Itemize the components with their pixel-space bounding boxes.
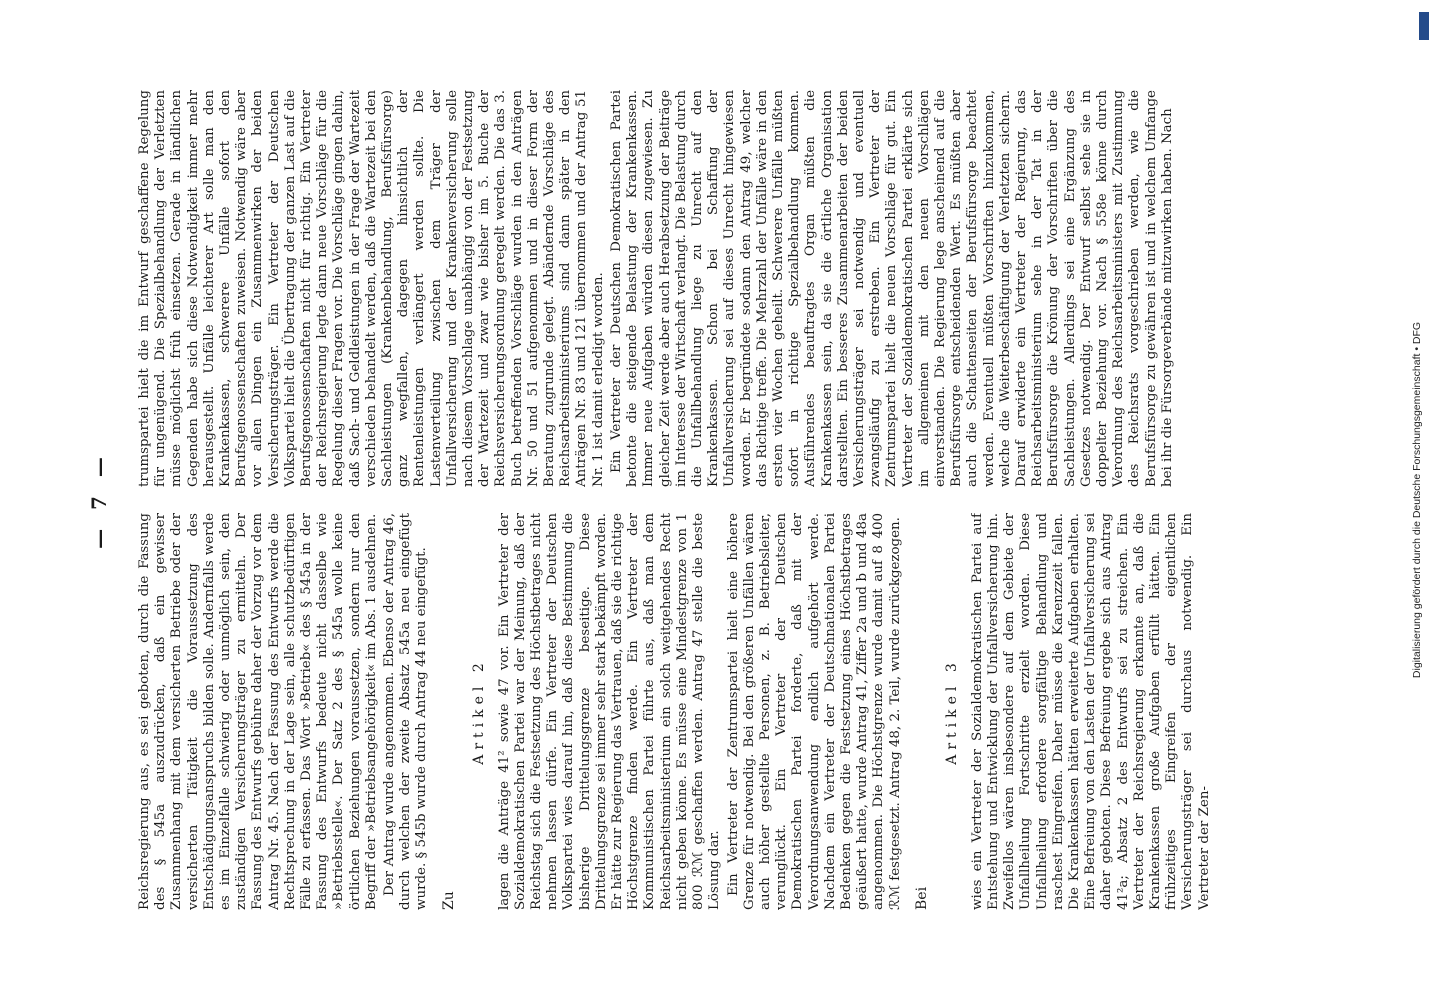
paragraph: trumspartei hielt die im Entwurf geschaffene Regelung für ungenügend. Die Spezialbehandlung der Verletzten müsse möglichst früh einsetzen. Gerade in ländlichen Gegenden habe sich diese Notwendigkeit immer mehr herausgestellt. Unfälle leichterer Art solle man den Krankenkassen, schwerere Unfälle sofort den Berufsgenossenschaften zuweisen. Notwendig wäre aber vor allen Dingen ein Zusammenwirken der beiden Versicherungsträger. Ein Vertreter der Deutschen Volkspartei hielt die Übertragung der ganzen Last auf die Berufsgenossenschaften nicht für richtig. Ein Vertreter der Reichsregierung legte dann neue Vorschläge für die Regelung dieser Fragen vor. Die Vorschläge gingen dahin, daß Sach- und Geldleistungen in der Frage der Wartezeit verschieden behandelt werden, daß die Wartezeit bei den Sachleistungen (Krankenbehandlung, Berufsfürsorge) ganz wegfallen, dagegen hinsichtlich der Rentenleistungen verlängert werden sollte. Die Lastenverteilung zwischen dem Träger der Unfallversicherung und der Krankenversicherung solle nach diesem Vorschlage unabhängig von der Festsetzung der Wartezeit und zwar wie bisher im 5. Buche der Reichsversicherungsordnung geregelt werden. Die das 3. Buch betreffenden Vorschläge wurden in den Anträgen Nr. 50 und 51 aufgenommen und in dieser Form der Beratung zugrunde gelegt. Abändernde Vorschläge des Reichsarbeitsministeriums sind dann später in den Anträgen Nr. 83 und 121 übernommen und der Antrag 51 Nr. 1 ist damit erledigt worden. bbox=[137, 90, 606, 487]
paragraph: Ein Vertreter der Zentrumspartei hielt eine höhere Grenze für notwendig. Bei den größeren Unfällen wären auch höher gestellte Personen, z. B. Betriebsleiter, verunglückt. Ein Vertreter der Deutschen Demokratischen Partei forderte, daß mit der Verordnungsanwendung endlich aufgehört werde. Nachdem ein Vertreter der Deutschnationalen Partei Bedenken gegen die Festsetzung eines Höchstbetrages geäußert hatte, wurde Antrag 41, Ziffer 2a und b und 48a angenommen. Die Höchstgrenze wurde damit auf 8 400 ℛℳ festgesetzt. Antrag 48, 2. Teil, wurde zurückgezogen. bbox=[725, 513, 903, 910]
document-page bbox=[67, 50, 1367, 950]
paragraph: lagen die Anträge 41² sowie 47 vor. Ein Vertreter der Sozialdemokratischen Partei war der Meinung, daß der Reichstag sich die Festsetzung des Höchstbetrages nicht nehmen lassen dürfe. Ein Vertreter der Deutschen Volkspartei wies darauf hin, daß diese Bestimmung die bisherige Drittelungsgrenze beseitige. Diese Drittelungsgrenze sei immer sehr stark bekämpft worden. Er hätte zur Regierung das Vertrauen, daß sie die richtige Höchstgrenze finden werde. Ein Vertreter der Kommunistischen Partei führte aus, daß man dem Reichsarbeitsministerium ein solch weitgehendes Recht nicht geben könne. Es müsse eine Mindestgrenze von 1 800 ℛℳ geschaffen werden. Antrag 47 stelle die beste Lösung dar. bbox=[496, 513, 723, 910]
left-column bbox=[137, 513, 1327, 910]
credit-text: Digitalisierung gefördert durch die Deutsche Forschungsgemeinschaft • DFG bbox=[1411, 321, 1423, 679]
paragraph: Reichsregierung aus, es sei geboten, durch die Fassung des § 545a auszudrücken, daß ein gewisser Zusammenhang mit dem versicherten Betriebe oder der versicherten Tätigkeit die Voraussetzung des Entschädigungsanspruchs bilden solle. Andernfalls werde es im Einzelfalle schwierig oder unmöglich sein, den zuständigen Versicherungsträger zu ermitteln. Der Fassung des Entwurfs gebühre daher der Vorzug vor dem Antrag Nr. 45. Nach der Fassung des Entwurfs werde die Rechtsprechung in der Lage sein, alle schutzbedürftigen Fälle zu erfassen. Das Wort »Betrieb« des § 545a in der Fassung des Entwurfs bedeute nicht dasselbe wie »Betriebsstelle«. Der Satz 2 des § 545a wolle keine örtlichen Beziehungen voraussetzen, sondern nur den Begriff der »Betriebsangehörigkeit« im Abs. 1 ausdehnen. bbox=[137, 513, 379, 910]
paragraph: wies ein Vertreter der Sozialdemokratischen Partei auf Entstehung und Entwicklung der Unfallversicherung hin. Zweifellos wären insbesondere auf dem Gebiete der Unfallheilung Fortschritte erzielt worden. Diese Unfallheilung erfordere sorgfältige Behandlung und raschest Eingreifen. Daher müsse die Karenzzeit fallen. Die Krankenkassen hätten erweiterte Aufgaben erhalten. Eine Befreiung von den Lasten der Unfallversicherung sei daher geboten. Diese Befreiung ergebe sich aus Antrag 41²a; Absatz 2 des Entwurfs sei zu streichen. Ein Vertreter der Reichsregierung erkannte an, daß die Krankenkassen große Aufgaben erfüllt hätten. Ein frühzeitiges Eingreifen der eigentlichen Versicherungsträger sei durchaus notwendig. Ein Vertreter der Zen- bbox=[969, 513, 1212, 910]
page-number: — 7 — bbox=[87, 451, 111, 549]
digitization-credit bbox=[1400, 0, 1434, 1000]
text-columns bbox=[137, 90, 1327, 910]
paragraph: Ein Vertreter der Deutschen Demokratischen Partei betonte die steigende Belastung der Krankenkassen. Immer neue Aufgaben würden diesen zugewiesen. Zu gleicher Zeit werde aber auch Herabsetzung der Beiträge im Interesse der Wirtschaft verlangt. Die Belastung durch die Unfallbehandlung liege zu Unrecht auf den Krankenkassen. Schon bei Schaffung der Unfallversicherung sei auf dieses Unrecht hingewiesen worden. Er begründete sodann den Antrag 49, welcher das Richtige treffe. Die Mehrzahl der Unfälle wäre in den ersten vier Wochen geheilt. Schwerere Unfälle müßten sofort in richtige Spezialbehandlung kommen. Ausführendes beauftragtes Organ müßten die Krankenkassen sein, da sie die örtliche Organisation darstellten. Ein besseres Zusammenarbeiten der beiden Versicherungsträger sei notwendig und eventuell zwangsläufig zu erstreben. Ein Vertreter der Zentrumspartei hielt die neuen Vorschläge für gut. Ein Vertreter der Sozialdemokratischen Partei erklärte sich im allgemeinen mit den neuen Vorschlägen einverstanden. Die Regierung lege anscheinend auf die Berufsfürsorge entscheidenden Wert. Es müßten aber auch die Schattenseiten der Berufsfürsorge beachtet werden. Eventuell müßten Vorschriften hinzukommen, welche die Weiterbeschäftigung der Verletzten sichern. Darauf erwiderte ein Vertreter der Regierung, das Reichsarbeitsministerium sehe in der Tat in der Berufsfürsorge die Krönung der Vorschriften über die Sachleistungen. Allerdings sei eine Ergänzung des Gesetzes notwendig. Der Entwurf selbst sehe sie in doppelter Beziehung vor. Nach § 558e könne durch Verordnung des Reichsarbeitsministers mit Zustimmung des Reichsrats vorgeschrieben werden, wie die Berufsfürsorge zu gewähren ist und in welchem Umfange bei ihr die Fürsorgeverbände mitzuwirken haben. Nach bbox=[608, 90, 1175, 487]
section-lead: Zu bbox=[440, 891, 457, 910]
right-column bbox=[137, 90, 1327, 487]
section-heading: Artikel 3 bbox=[943, 658, 960, 765]
section-lead: Bei bbox=[913, 886, 930, 910]
dfg-logo-icon bbox=[1419, 12, 1429, 40]
paragraph: Der Antrag wurde angenommen. Ebenso der Antrag 46, durch welchen der zweite Absatz 545a neu eingefügt wurde. § 545b wurde durch Antrag 44 neu eingefügt. bbox=[382, 513, 430, 910]
section-heading: Artikel 2 bbox=[470, 658, 487, 765]
